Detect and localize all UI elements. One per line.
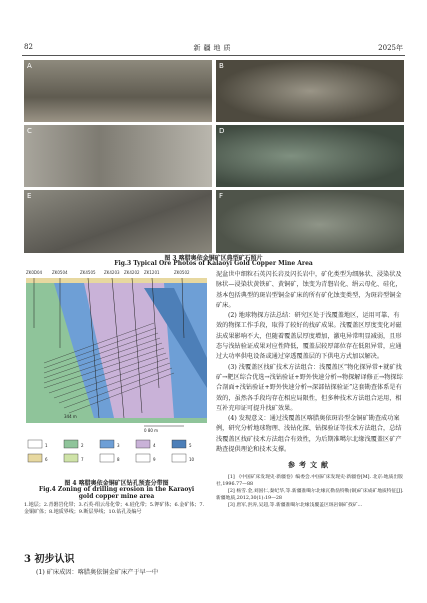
photo-label: E [27,192,32,200]
reference-item: [3] 唐军,洪涛,吴超,等.新疆准噶尔北缘浅覆盖区斑岩铜矿找矿... [228,502,363,508]
legend-number: 1 [45,443,48,448]
legend-number: 5 [189,443,192,448]
fig4-legend-swatches [28,440,195,462]
fig3-title-cn: 图 3 喀腊奥依金铜矿区典型矿石照片 [164,255,263,262]
drill-label: ZK4202 [124,270,140,275]
figure-3-photos [24,60,404,253]
figure-4 [24,268,209,476]
legend-number: 2 [81,443,84,448]
ore-photo [216,125,404,187]
paragraph-4: (4) 发现意义：通过浅覆盖区喀腊奥依斑岩型金铜矿勘查成功案例，研究分析地球物理、浅钻化探、钻探验证等技术方法组合，总结浅覆盖区找矿技术方法组合有效性，为后期准噶尔北缘浅覆盖区矿产勘查提供理论和技术支撑。 [216,415,402,454]
legend-swatch [100,440,114,448]
legend-number: 8 [117,457,120,462]
right-column [216,270,404,509]
elevation-label: 344 m [64,414,77,419]
legend-swatch [172,454,186,462]
drill-zoning-section [24,268,209,476]
photo-label: F [219,192,224,200]
photo-label: D [219,127,225,135]
legend-swatch [64,440,78,448]
fig3-title-en: Fig.3 Typical Ore Photos of Kalaoyi Gold Copper Mine Area [114,260,313,267]
photo-label: A [27,62,32,70]
drill-label: ZK4203 [104,270,120,275]
ore-photo [24,190,212,253]
drill-label: ZK0504 [52,270,68,275]
legend-number: 9 [153,457,156,462]
photo-label: C [27,127,32,135]
ore-photo [24,125,212,187]
drill-label: ZK1201 [144,270,160,275]
ore-photo [216,60,404,122]
legend-swatch [28,454,42,462]
section-heading: 3 初步认识 [24,554,75,565]
drill-label: ZK0502 [174,270,190,275]
legend-number: 7 [81,457,84,462]
drill-label: ZK0D04 [26,270,43,275]
fig4-legend-text: 1.地层；2.青磐岩化带；3.石英-绢云母化带；4.硅化带；5.钾矿体；6.金矿体；7.金铜矿体；8.地质界线；9.断层界线；10.钻孔及编号 [24,502,205,515]
header-divider [22,55,405,56]
year: 2025年 [378,44,403,52]
references-heading: 参考文献 [288,460,332,470]
ore-photo [24,60,212,122]
photo-label: B [219,62,224,70]
legend-swatch [64,454,78,462]
legend-number: 6 [45,457,48,462]
fig4-title-en-2: gold copper mine area [78,493,155,500]
legend-swatch [172,440,186,448]
cover-layer [26,278,207,283]
scale-label: 0 80 m [144,428,159,433]
fig4-title-cn: 图 4 喀腊奥依金铜矿区钻孔预查分带图 [64,480,169,487]
ore-photo [216,190,404,253]
legend-swatch [136,454,150,462]
legend-number: 4 [153,443,156,448]
paragraph-1: 泥盆世中细粒石英闪长岩及闪长岩中，矿化类型为细脉状、浸染状及脉状—浸染状黄铁矿、黄铜矿，蚀变为青磐岩化、绢云母化、硅化，基本包括典型的斑岩型铜金矿床的所有矿化蚀变类型，为斑岩型铜金矿床。 [216,271,402,309]
reference-item: [2] 杨雪.金,刘国仁,秦纪华,等.新疆准噶尔北缘瓦勒翁特勒(铜)矿床成矿地质特征[J].新疆地质,2012,30(1):19—28 [216,488,404,501]
legend-number: 10 [189,457,195,462]
journal-name: 新疆地质 [193,44,234,52]
page-number: 82 [24,43,33,51]
drill-label: ZK4505 [80,270,96,275]
legend-swatch [136,440,150,448]
fig4-title-en: Fig.4 Zoning of drilling erosion in the Karaoyi [38,486,195,493]
page-header [0,43,427,55]
reference-item: [1] 《中国矿床发现史·新疆卷》编委会.中国矿床发现史·新疆卷[M]. 北京:地质出版社,1996.77—88 [216,474,403,487]
paragraph-2: (2) 地球物探方法总结：研究区处于浅覆盖地区，运用可靠、有效的物探工作手段，取得了较好的找矿成果。浅覆盖区厚度变化对磁法成果影响不大，但随着覆盖层厚度增加，激电异常明显减弱，且形态与浅钻验证成果对应性降低，覆盖层较厚部位存在低阻异常，应通过大功率供电设备或通过穿透覆盖层的下供电方式加以解决。 [216,312,402,361]
left-paragraph: (1) 矿床成因：喀腊奥依铜金矿床产于早一中 [36,569,159,576]
legend-number: 3 [117,443,120,448]
legend-swatch [28,440,42,448]
paragraph-3: (3) 浅覆盖区找矿技术方法组合：浅覆盖区“物化探异常+就矿找矿→靶区综合优选→浅钻验证+野外快速分析→物探解译修正→物探综合剖面+浅钻验证+野外快速分析→深部钻探验证”这套勘查体系是有效的，虽然各手段均存在相应局限性，但多种技术方法组合运用，相互补充印证可提升找矿效果。 [216,363,403,412]
legend-swatch [100,454,114,462]
